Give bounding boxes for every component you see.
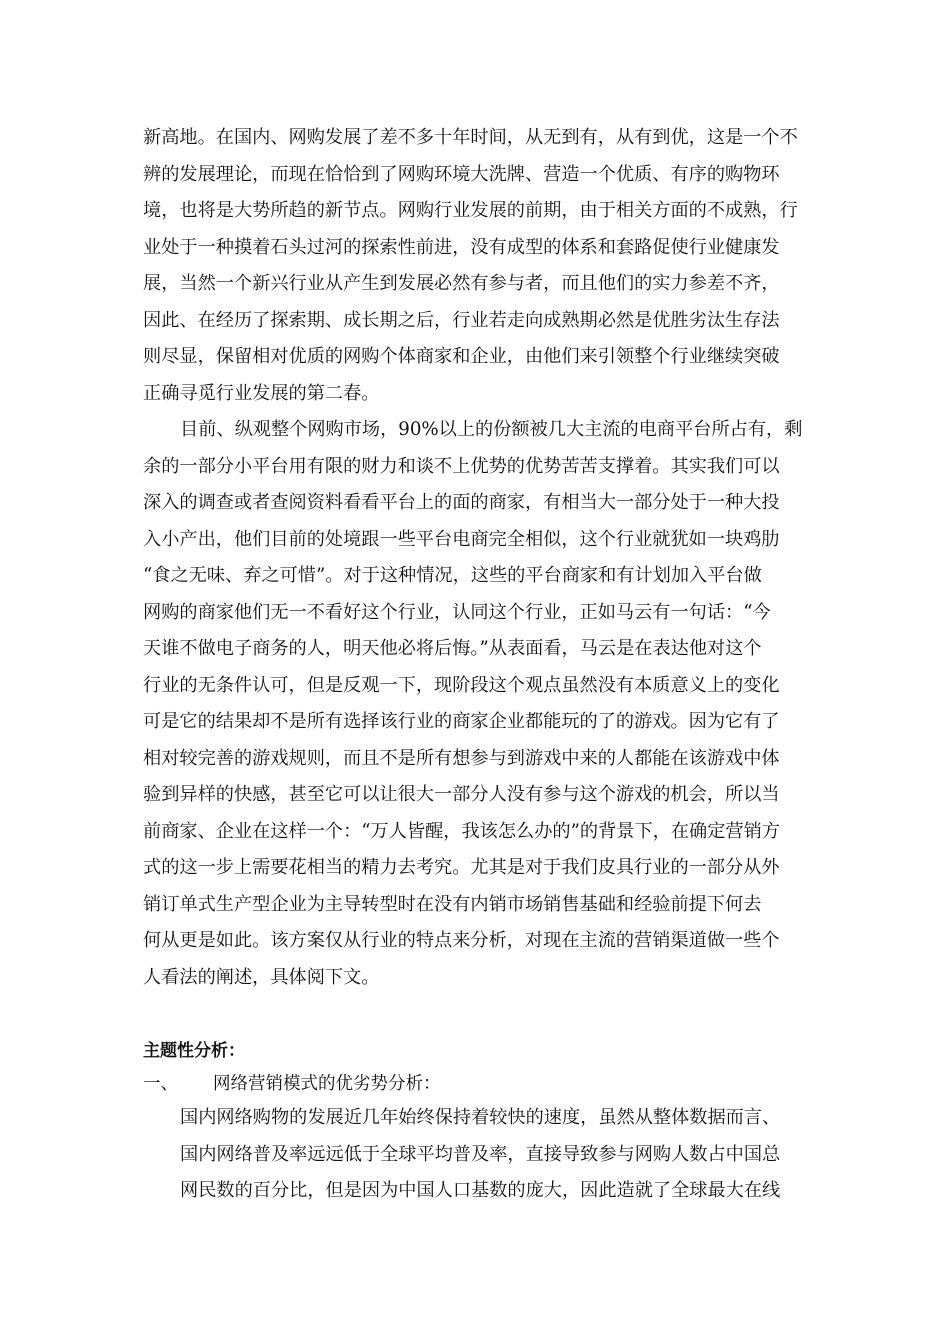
section-number: 一、: [143, 1074, 178, 1094]
text-line: 国内网络购物的发展近几年始终保持着较快的速度，虽然从整体数据而言、: [180, 1107, 781, 1128]
text-line: 入小产出，他们目前的处境跟一些平台电商完全相似，这个行业就犹如一块鸡肋: [143, 528, 780, 550]
text-line: 国内网络普及率远远低于全球平均普及率，直接导致参与网购人数占中国总: [180, 1143, 781, 1165]
text-line: 相对较完善的游戏规则，而且不是所有想参与到游戏中来的人都能在该游戏中体: [143, 747, 780, 769]
text-line: 新高地。在国内、网购发展了差不多十年时间，从无到有，从有到优，这是一个不: [143, 127, 798, 148]
text-line: 余的一部分小平台用有限的财力和谈不上优势的优势苦苦支撑着。其实我们可以: [143, 455, 780, 477]
text-line: 可是它的结果却不是所有选择该行业的商家企业都能玩的了的游戏。因为它有了: [143, 711, 780, 732]
section-heading: 主题性分析：: [143, 1041, 245, 1061]
text-line: 式的这一步上需要花相当的精力去考究。尤其是对于我们皮具行业的一部分从外: [143, 857, 780, 878]
text-line: 辨的发展理论，而现在恰恰到了网购环境大洗牌、营造一个优质、有序的购物环: [143, 163, 780, 185]
text-line: 网民数的百分比，但是因为中国人口基数的庞大，因此造就了全球最大在线: [180, 1180, 781, 1201]
section-title-1: [143, 1068, 808, 1100]
text-line: 验到异样的快感，甚至它可以让很大一部分人没有参与这个游戏的机会，所以当: [143, 784, 780, 805]
text-line: 展，当然一个新兴行业从产生到发展必然有参与者，而且他们的实力参差不齐，: [143, 273, 780, 294]
paragraph-3: [143, 1100, 808, 1210]
section-spacer: [143, 996, 808, 1034]
text-line: 销订单式生产型企业为主导转型时在没有内销市场销售基础和经验前提下何去: [143, 893, 762, 915]
text-line: 前商家、企业在这样一个：“万人皆醒，我该怎么办的”的背景下，在确定营销方: [143, 820, 780, 842]
text-line: 何从更是如此。该方案仅从行业的特点来分析，对现在主流的营销渠道做一些个: [143, 930, 780, 951]
text-line: 境，也将是大势所趋的新节点。网购行业发展的前期，由于相关方面的不成熟，行: [143, 200, 798, 221]
text-line: 人看法的阐述，具体阅下文。: [143, 966, 380, 988]
text-line: 深入的调查或者查阅资料看看平台上的面的商家，有相当大一部分处于一种大投: [143, 492, 780, 513]
section-title-text: 网络营销模式的优劣势分析：: [213, 1074, 441, 1094]
paragraph-2: [143, 412, 808, 996]
text-line: 网购的商家他们无一不看好这个行业，认同这个行业，正如马云有一句话：“今: [143, 601, 771, 623]
text-line: 天谁不做电子商务的人，明天他必将后悔。”从表面看，马云是在表达他对这个: [143, 638, 762, 659]
text-line: 因此、在经历了探索期、成长期之后，行业若走向成熟期必然是优胜劣汰生存法: [143, 309, 780, 331]
text-line: 则尽显，保留相对优质的网购个体商家和企业，由他们来引领整个行业继续突破: [143, 346, 780, 367]
text-line: 行业的无条件认可，但是反观一下，现阶段这个观点虽然没有本质意义上的变化: [143, 674, 780, 696]
text-line: 业处于一种摸着石头过河的探索性前进，没有成型的体系和套路促使行业健康发: [143, 236, 780, 258]
document-body: [143, 120, 808, 1210]
text-line: “食之无味、弃之可惜”。对于这种情况，这些的平台商家和有计划加入平台做: [143, 565, 762, 586]
text-line: 目前、纵观整个网购市场，90%以上的份额被几大主流的电商平台所占有，剩: [180, 419, 803, 440]
paragraph-1: [143, 120, 808, 412]
text-line: 正确寻觅行业发展的第二春。: [143, 382, 380, 404]
